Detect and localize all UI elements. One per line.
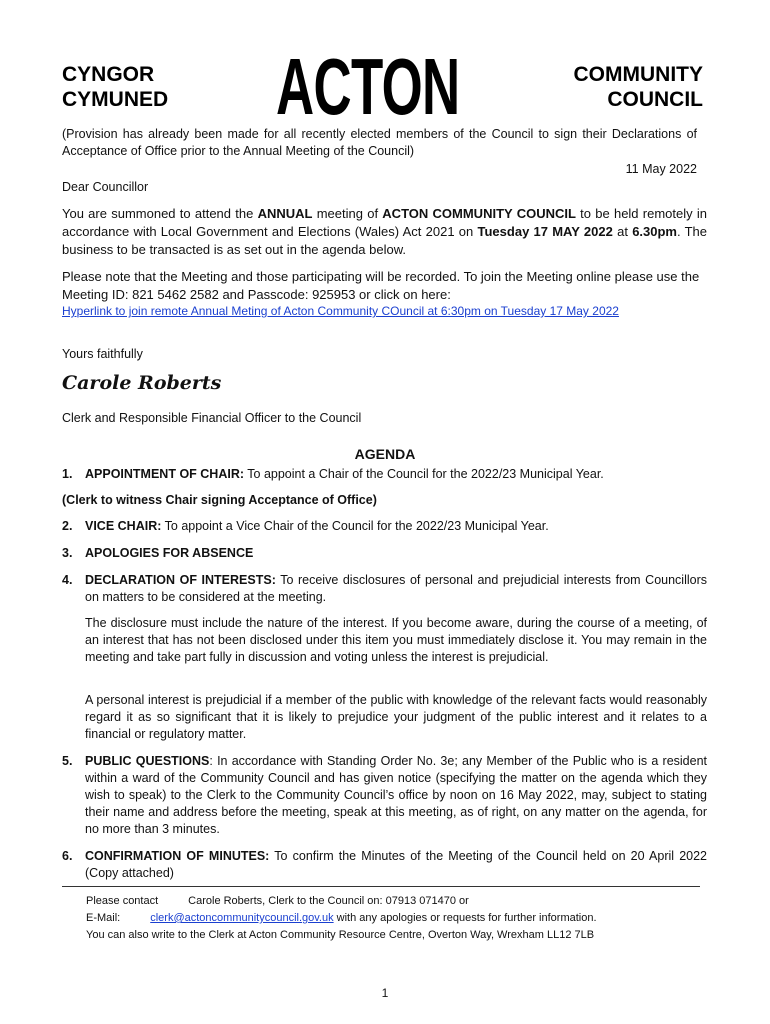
footer-email — [86, 910, 597, 927]
header-left-line2: CYMUNED — [62, 88, 169, 111]
agenda-item-heading: APPOINTMENT OF CHAIR: — [85, 467, 245, 481]
footer-contact-text: Carole Roberts, Clerk to the Council on: 07913 071470 or — [188, 895, 469, 907]
agenda-item-6 — [62, 848, 707, 882]
agenda-item-1 — [62, 466, 707, 483]
agenda-item-2 — [62, 518, 707, 535]
page-number: 1 — [381, 986, 389, 1000]
agenda-item-number: 2. — [62, 519, 73, 533]
summons-text-1: You are summoned to attend the — [62, 206, 258, 221]
signature: Carole Roberts — [62, 372, 222, 394]
footer-email-label: E-Mail: — [86, 912, 121, 924]
footer-contact-label: Please contact — [86, 895, 159, 907]
clerk-witness-note: (Clerk to witness Chair signing Acceptance of Office) — [62, 493, 377, 507]
agenda-item-number: 6. — [62, 849, 73, 863]
agenda-item-3 — [62, 545, 707, 562]
summons-text-2: meeting of — [312, 206, 383, 221]
summons-text-3: to be held remotely in accordance with Local Government and Elections (Wales) Act 2021 on — [62, 206, 707, 239]
interest-disclosure-paragraph: The disclosure must include the nature of the interest. If you become aware, during the course of a meeting, of an interest that has not been disclosed under this item you must immediately disclose it. You may remain in the meeting and take part fully in discussion and voting unless the interest is prejudicial. — [85, 616, 707, 664]
header-title: ACTON — [276, 42, 460, 131]
agenda-item-text: : In accordance with Standing Order No. 3e; any Member of the Public who is a resident within a ward of the Community Council and has given notice (specifying the matter on the agenda which they wish to speak) to the Clerk to the Community Council’s office by noon on 16 May 2022, may, subject to stating their name and address before the meeting, speak at this meeting, as of right, on any matter on the agenda, for no more than 3 minutes. — [85, 754, 707, 836]
header-left-line1: CYNGOR — [62, 63, 155, 86]
meeting-hyperlink[interactable]: Hyperlink to join remote Annual Meting of Acton Community COuncil at 6:30pm on Tuesday 17 May 2022 — [62, 304, 619, 318]
agenda-item-number: 3. — [62, 546, 73, 560]
summons-bold-annual: ANNUAL — [257, 206, 313, 221]
footer-divider — [62, 886, 700, 887]
footer-contact — [86, 893, 469, 910]
footer-email-link[interactable]: clerk@actoncommunitycouncil.gov.uk — [150, 912, 334, 924]
summons-bold-time: 6.30pm — [632, 224, 677, 239]
agenda-item-heading: PUBLIC QUESTIONS — [85, 754, 210, 768]
summons-paragraph — [62, 205, 707, 259]
provision-note: (Provision has already been made for all recently elected members of the Council to sign their Declarations of Acceptance of Office prior to the Annual Meeting of the Council) — [62, 127, 697, 158]
letter-date: 11 May 2022 — [625, 162, 697, 176]
agenda-item-number: 4. — [62, 573, 73, 587]
agenda-item-number: 1. — [62, 467, 73, 481]
agenda-item-4 — [62, 572, 707, 606]
summons-text-4: at — [612, 224, 633, 239]
header-right-line2: COUNCIL — [607, 88, 703, 111]
summons-text-5: . The business to be transacted is as set out in the agenda below. — [62, 224, 708, 257]
agenda-item-text: To appoint a Chair of the Council for the 2022/23 Municipal Year. — [244, 467, 604, 481]
clerk-title: Clerk and Responsible Financial Officer to the Council — [62, 411, 362, 425]
agenda-item-number: 5. — [62, 754, 73, 768]
footer-email-suffix: with any apologies or requests for further information. — [333, 912, 597, 924]
header-welsh-name — [62, 62, 168, 112]
agenda-item-text: To confirm the Minutes of the Meeting of the Council held on 20 April 2022 (Copy attached) — [85, 849, 707, 880]
header-right-line1: COMMUNITY — [573, 63, 703, 86]
summons-bold-council: ACTON COMMUNITY COUNCIL — [382, 206, 576, 221]
summons-bold-date: Tuesday 17 MAY 2022 — [477, 224, 613, 239]
agenda-item-heading: DECLARATION OF INTERESTS: — [85, 573, 276, 587]
agenda-title: AGENDA — [354, 446, 416, 462]
agenda-item-5 — [62, 753, 707, 838]
agenda-item-heading: CONFIRMATION OF MINUTES: — [85, 849, 270, 863]
agenda-item-heading: APOLOGIES FOR ABSENCE — [85, 546, 254, 560]
prejudicial-interest-paragraph: A personal interest is prejudicial if a member of the public with knowledge of the relevant facts would reasonably regard it as so significant that it is likely to prejudice your judgment of the public interest and it relates to a financial or regulatory matter. — [85, 693, 707, 741]
agenda-item-text: To appoint a Vice Chair of the Council for the 2022/23 Municipal Year. — [161, 519, 549, 533]
header-english-name — [574, 62, 704, 112]
agenda-item-heading: VICE CHAIR: — [85, 519, 162, 533]
salutation: Dear Councillor — [62, 180, 149, 194]
closing: Yours faithfully — [62, 347, 143, 361]
recording-note: Please note that the Meeting and those participating will be recorded. To join the Meeting online please use the Meeting ID: 821 5462 2582 and Passcode: 925953 or click on here: — [62, 269, 700, 302]
agenda-item-text: To receive disclosures of personal and prejudicial interests from Councillors on matters to be considered at the meeting. — [85, 573, 707, 604]
footer-address: You can also write to the Clerk at Acton Community Resource Centre, Overton Way, Wrexham LL12 7LB — [86, 929, 595, 941]
